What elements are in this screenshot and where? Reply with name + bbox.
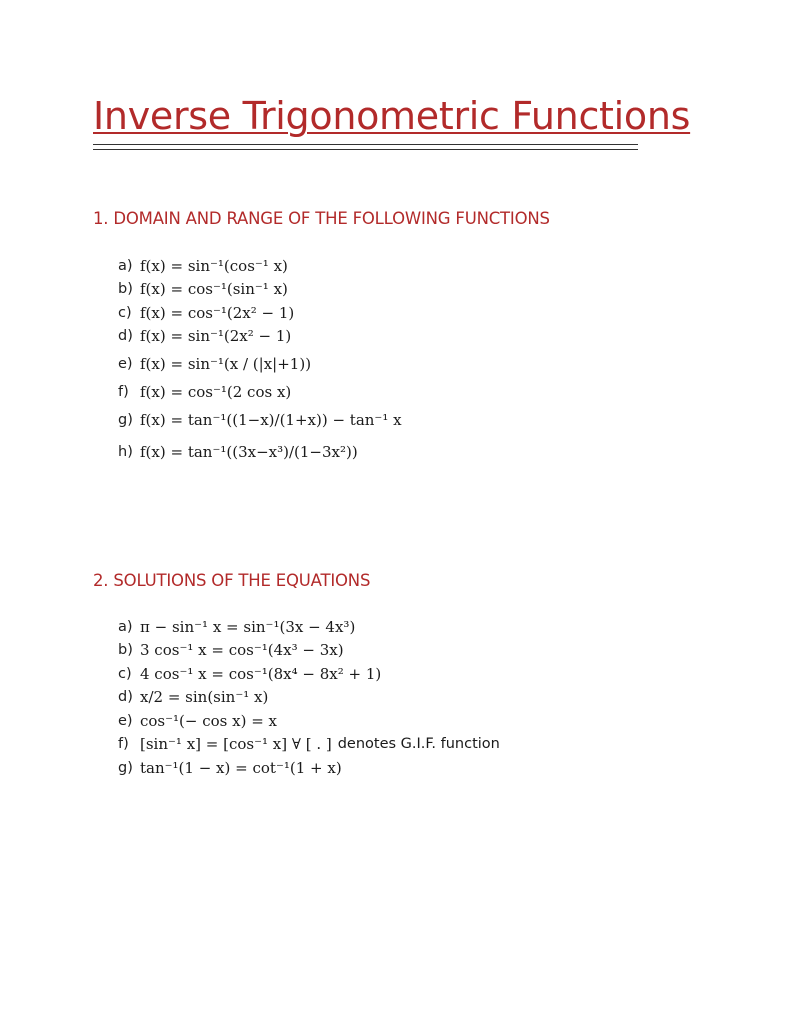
list-item bbox=[118, 436, 402, 468]
page-title: Inverse Trigonometric Functions bbox=[93, 94, 691, 138]
item-marker: e) bbox=[118, 356, 133, 372]
gif-note: denotes G.I.F. function bbox=[337, 736, 500, 753]
math-expression: x/2 = sin(sin⁻¹ x) bbox=[140, 688, 269, 707]
list-item bbox=[118, 662, 500, 686]
list-item bbox=[118, 348, 402, 380]
list-item bbox=[118, 756, 500, 780]
item-marker: c) bbox=[118, 665, 132, 682]
list-item bbox=[118, 278, 402, 302]
math-expression: f(x) = cos⁻¹(2 cos x) bbox=[140, 382, 292, 401]
math-expression: 3 cos⁻¹ x = cos⁻¹(4x³ − 3x) bbox=[140, 641, 344, 660]
title-double-rule bbox=[93, 144, 638, 150]
math-expression: π − sin⁻¹ x = sin⁻¹(3x − 4x³) bbox=[140, 617, 356, 636]
item-marker: f) bbox=[118, 383, 129, 400]
list-item bbox=[118, 380, 402, 404]
math-expression: [sin⁻¹ x] = [cos⁻¹ x] ∀ [ . ] bbox=[140, 735, 332, 754]
item-marker: a) bbox=[118, 257, 133, 274]
list-item bbox=[118, 686, 500, 710]
section-1-heading: 1. DOMAIN AND RANGE OF THE FOLLOWING FUNCTIONS bbox=[93, 209, 550, 228]
item-marker: b) bbox=[118, 281, 133, 298]
math-expression: tan⁻¹(1 − x) = cot⁻¹(1 + x) bbox=[140, 758, 342, 777]
math-expression: f(x) = tan⁻¹((1−x)/(1+x)) − tan⁻¹ x bbox=[140, 410, 402, 429]
item-marker: c) bbox=[118, 304, 132, 321]
math-expression: f(x) = cos⁻¹(2x² − 1) bbox=[140, 303, 295, 322]
item-marker: a) bbox=[118, 618, 133, 635]
list-item bbox=[118, 615, 500, 639]
section-2-heading: 2. SOLUTIONS OF THE EQUATIONS bbox=[93, 571, 371, 590]
list-item bbox=[118, 733, 500, 757]
math-expression: f(x) = sin⁻¹(cos⁻¹ x) bbox=[140, 256, 288, 275]
item-marker: d) bbox=[118, 689, 133, 706]
item-marker: b) bbox=[118, 642, 133, 659]
list-item bbox=[118, 404, 402, 436]
section-2-list bbox=[118, 615, 500, 780]
math-expression: f(x) = tan⁻¹((3x−x³)/(1−3x²)) bbox=[140, 442, 358, 461]
math-expression: f(x) = cos⁻¹(sin⁻¹ x) bbox=[140, 280, 288, 299]
list-item bbox=[118, 639, 500, 663]
item-marker: g) bbox=[118, 411, 133, 428]
list-item bbox=[118, 301, 402, 325]
math-expression: f(x) = sin⁻¹(2x² − 1) bbox=[140, 327, 292, 346]
math-expression: cos⁻¹(− cos x) = x bbox=[140, 711, 278, 730]
item-marker: d) bbox=[118, 328, 133, 345]
list-item bbox=[118, 325, 402, 349]
item-marker: f) bbox=[118, 736, 129, 753]
list-item bbox=[118, 254, 402, 278]
item-marker: h) bbox=[118, 443, 133, 460]
math-expression: f(x) = sin⁻¹(x / (|x|+1)) bbox=[140, 355, 312, 373]
section-1-list bbox=[118, 254, 402, 468]
item-marker: e) bbox=[118, 712, 133, 729]
list-item bbox=[118, 709, 500, 733]
item-marker: g) bbox=[118, 759, 133, 776]
math-expression: 4 cos⁻¹ x = cos⁻¹(8x⁴ − 8x² + 1) bbox=[140, 664, 382, 683]
